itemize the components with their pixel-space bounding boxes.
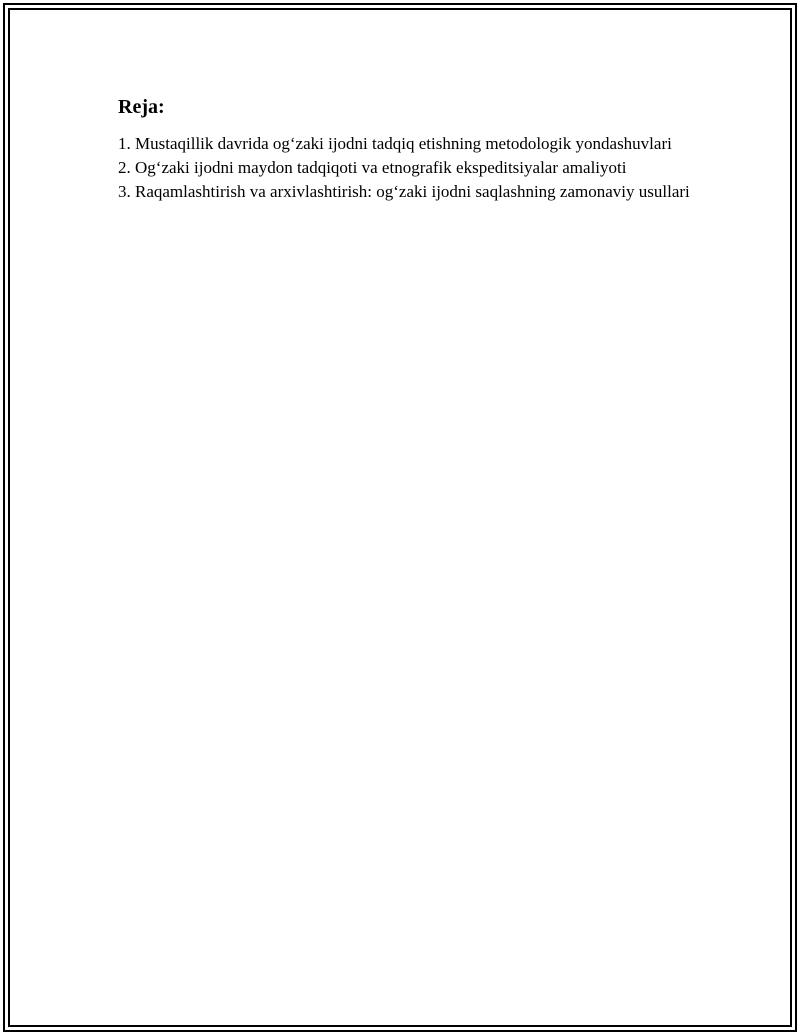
document-body: [118, 94, 698, 204]
plan-list: [118, 132, 698, 204]
plan-item-3: 3. Raqamlashtirish va arxivlashtirish: og‘zaki ijodni saqlashning zamonaviy usullari: [118, 182, 690, 201]
plan-heading: Reja:: [118, 96, 165, 118]
plan-item-2: 2. Og‘zaki ijodni maydon tadqiqoti va etnografik ekspeditsiyalar amaliyoti: [118, 158, 627, 177]
plan-item-1: 1. Mustaqillik davrida og‘zaki ijodni tadqiq etishning metodologik yondashuvlari: [118, 134, 672, 153]
